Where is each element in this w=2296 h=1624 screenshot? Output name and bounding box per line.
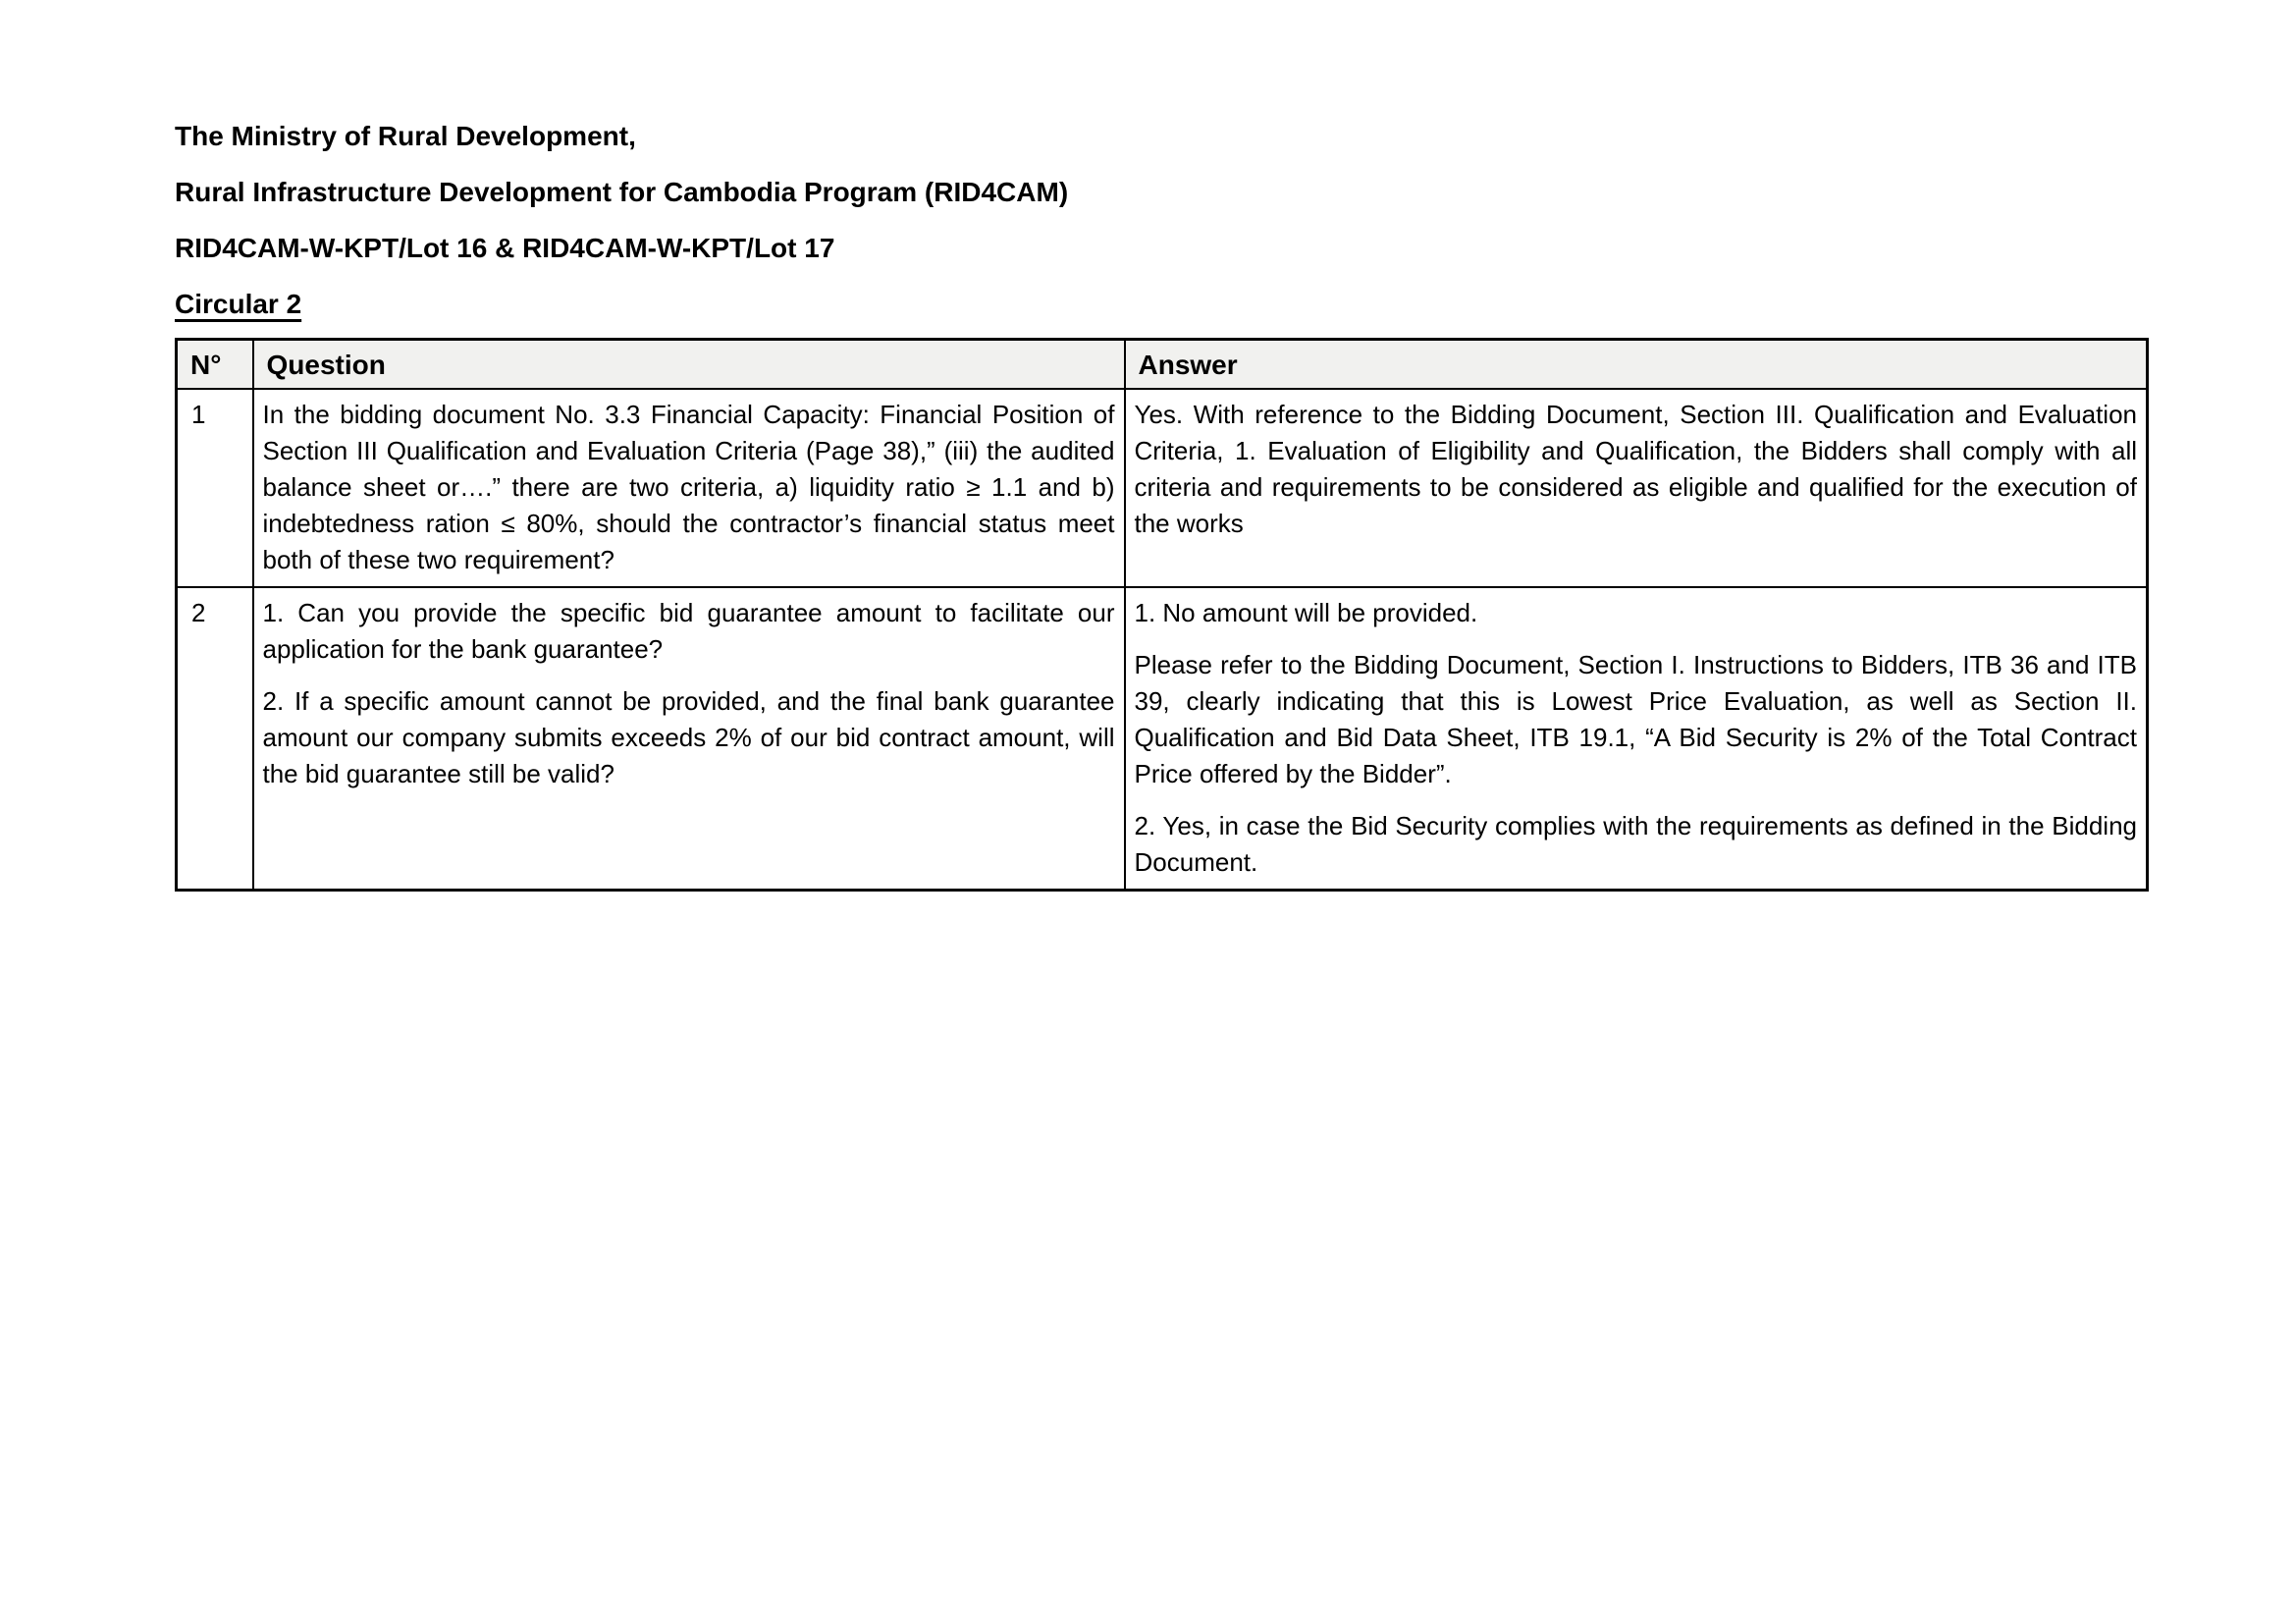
answer-paragraph: Yes. With reference to the Bidding Document, Section III. Qualification and Evaluation Criteria, 1. Evaluation of Eligibility and Qualification, the Bidders shall comply with all criteria and requirements to be considered as eligible and qualified for the execution of the works [1134,399,2137,538]
question-paragraph: 1. Can you provide the specific bid guarantee amount to facilitate our application for the bank guarantee? [262,597,1115,664]
answer-paragraph: 1. No amount will be provided. [1134,597,1478,627]
row-2-number: 2 [177,587,253,891]
section-title: Circular 2 [175,289,302,319]
question-paragraph: 2. If a specific amount cannot be provided, and the final bank guarantee amount our company submits exceeds 2% of our bid contract amount, will the bid guarantee still be valid? [262,685,1115,788]
column-header-question: Question [253,340,1125,389]
row-1-answer-cell [1125,389,2148,587]
row-2-answer-cell [1125,587,2148,891]
table-row-2 [177,587,2148,891]
question-paragraph: In the bidding document No. 3.3 Financial Capacity: Financial Position of Section III Qualification and Evaluation Criteria (Page 38),” (iii) the audited balance sheet or….” there are two criteria, a) liquidity ratio ≥ 1.1 and b) indebtedness ration ≤ 80%, should the contractor’s financial status meet both of these two requirement? [262,399,1115,574]
answer-paragraph: Please refer to the Bidding Document, Section I. Instructions to Bidders, ITB 36 and ITB 39, clearly indicating that this is Lowest Price Evaluation, as well as Section II. Qualification and Bid Data Sheet, ITB 19.1, “A Bid Security is 2% of the Total Contract Price offered by the Bidder”. [1134,649,2137,788]
row-1-question-cell [253,389,1125,587]
qa-table [175,338,2149,892]
doc-title-line-3: RID4CAM-W-KPT/Lot 16 & RID4CAM-W-KPT/Lot 17 [175,233,835,263]
row-2-question-cell [253,587,1125,891]
row-1-number: 1 [177,389,253,587]
doc-title-line-2: Rural Infrastructure Development for Cambodia Program (RID4CAM) [175,177,1069,207]
answer-paragraph: 2. Yes, in case the Bid Security complies with the requirements as defined in the Bidding Document. [1134,810,2137,877]
table-header-row [177,340,2148,389]
column-header-number: N° [177,340,253,389]
doc-title-line-1: The Ministry of Rural Development, [175,121,636,151]
table-row-1 [177,389,2148,587]
column-header-answer: Answer [1125,340,2148,389]
